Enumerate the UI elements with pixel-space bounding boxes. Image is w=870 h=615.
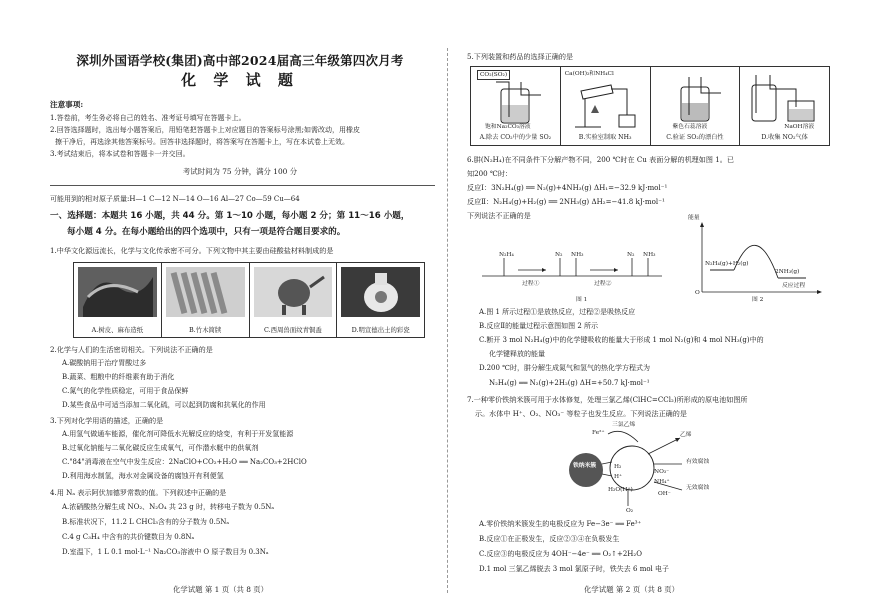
caption: B.实验室制取 NH₃	[578, 134, 632, 142]
bark-paper-photo	[78, 267, 157, 317]
page-divider	[447, 48, 448, 593]
section-title: 一、选择题：本题共 16 小题，共 44 分。第 1～10 小题，每小题 2 分；第 11～16 小题，	[50, 211, 410, 221]
reagent-label: Ca(OH)₂和NH₄Cl	[564, 71, 614, 77]
caption: A.除去 CO₂中的少量 SO₂	[479, 134, 552, 142]
fig1-species: N₂	[627, 252, 635, 258]
fig1-step: 过程②	[594, 281, 612, 287]
q5-option-c	[651, 66, 741, 146]
fig2-reactants: N₂H₄(g)+H₂(g)	[705, 261, 749, 267]
q3-option-d: D.利用海水制氢，海水对金属设备的腐蚀开有利便氢	[62, 472, 224, 480]
q4-option-d: D.室温下，1 L 0.1 mol·L⁻¹ Na₂CO₃溶液中 O 原子数目为 0.3Nₐ	[62, 548, 269, 556]
q3-option-c: C."84"消毒液在空气中发生反应：2NaClO+CO₂+H₂O ══ Na₂CO₃+2HClO	[62, 458, 307, 466]
question-7: 7.一种零价铁纳米簇可用于水体修复，处理三氯乙烯(ClHC=CCl₂)所形成的原电池如图所	[467, 395, 748, 404]
fig1-step: 过程①	[522, 281, 540, 287]
q3-option-b: B.过氧化钠能与二氧化碳反应生成氧气，可作潜水艇中的供氧剂	[62, 444, 259, 452]
question-6: 6.肼(N₂H₄)在不同条件下分解产物不同，200 ℃时在 Cu 表面分解的机理如图 1。已	[467, 155, 734, 164]
question-4: 4.用 Nₐ 表示阿伏加德罗常数的值。下列叙述中正确的是	[50, 488, 227, 497]
caption: D.收集 NO₂气体	[761, 134, 808, 142]
fig3-label: O₂	[626, 508, 634, 514]
page-footer: 化学试题 第 2 页（共 8 页）	[584, 585, 680, 594]
q1-image-row	[73, 262, 425, 338]
reagent-label: NaOH溶液	[784, 124, 815, 130]
question-1: 1.中华文化源远流长，化学与文化传承密不可分。下列文物中其主要由硅酸盐材料制成的是	[50, 246, 334, 255]
q6-option-c-cont: 化学键释放的能量	[489, 350, 545, 358]
q7-option-a: A.零价铁纳米簇发生的电极反应为 Fe−3e⁻ ══ Fe³⁺	[479, 520, 642, 528]
fig3-label: H₂O(H⁺)	[608, 487, 633, 493]
q1-option-a	[73, 262, 162, 338]
fig1-caption: 图 1	[576, 297, 588, 303]
school-title: 深圳外国语学校(集团)高中部2024届高三年级第四次月考	[76, 53, 404, 68]
fig1-species: NH₃	[643, 252, 656, 258]
iron-nanocluster-cell-diagram	[542, 424, 742, 516]
question-2: 2.化学与人们的生活密切相关。下列说法不正确的是	[50, 345, 213, 354]
caption: B.竹木简牍	[188, 325, 222, 334]
q7-option-b: B.反应①在正极发生，反应②③④在负极发生	[479, 535, 620, 543]
notice-line: 1.答卷前，考生务必将自己的姓名、准考证号填写在答题卡上。	[50, 114, 246, 122]
iron-core-label: 铁纳米簇	[573, 463, 597, 469]
exam-subject: 化 学 试 题	[181, 71, 299, 89]
q7-option-d: D.1 mol 三氯乙烯脱去 3 mol 氯原子时，铁失去 6 mol 电子	[479, 565, 670, 573]
caption: C.西周兽面纹青铜盉	[263, 325, 322, 334]
reagent-label: 紫色石蕊溶液	[672, 124, 708, 130]
notice-title: 注意事项:	[50, 100, 84, 109]
notice-line: 擦干净后，再选涂其他答案标号。回答非选择题时，将答案写在答题卡上，写在本试卷上无效。	[55, 138, 349, 146]
reaction-1: 反应Ⅰ：3N₂H₄(g) ══ N₂(g)+4NH₃(g) ΔH₁=−32.9 kJ·mol⁻¹	[467, 183, 668, 192]
page-footer: 化学试题 第 1 页（共 8 页）	[173, 585, 269, 594]
fig3-label: Fe²⁺	[592, 430, 605, 436]
caption: A.树皮、麻布造纸	[91, 325, 144, 334]
q6-option-d: D.200 ℃时，肼分解生成氮气和氢气的热化学方程式为	[479, 364, 651, 372]
fig3-label: NO₃⁻	[654, 469, 670, 475]
q6-option-b: B.反应Ⅱ的能量过程示意图如图 2 所示	[479, 322, 599, 330]
q2-option-a: A.碳酸钠用于治疗胃酸过多	[62, 359, 147, 367]
fig3-label: 有效腐蚀	[686, 459, 710, 465]
question-7-cont: 示。水体中 H⁺、O₂、NO₃⁻ 等粒子也发生反应。下列说法正确的是	[475, 409, 687, 418]
q5-apparatus-row	[470, 66, 830, 146]
fig1-species: NH₃	[571, 252, 584, 258]
question-6-prompt: 下列说法不正确的是	[467, 211, 531, 220]
fig3-label: 无效腐蚀	[686, 485, 710, 491]
q1-option-c	[250, 262, 338, 338]
question-6-cont: 知200 ℃时：	[467, 169, 513, 178]
q4-option-c: C.4 g C₃H₄ 中含有的共价键数目为 0.8Nₐ	[62, 533, 195, 541]
fig3-label: 三氯乙烯	[612, 422, 636, 428]
right-page	[462, 0, 842, 615]
q6-option-c: C.断开 3 mol N₂H₄(g)中的化学键吸收的能量大于形成 1 mol N₂(g)和 4 mol NH₃(g)中的	[479, 336, 764, 344]
notice-line: 2.回答选择题时，选出每小题答案后，用铅笔把答题卡上对应题目的答案标号涂黑;如需改动，用橡皮	[50, 126, 361, 134]
q2-option-b: B.蔬菜、粗粮中的纤维素有助于消化	[62, 373, 175, 381]
fig3-label: OH⁻	[658, 491, 671, 497]
bamboo-slips-photo	[166, 267, 245, 317]
q5-option-b	[561, 66, 651, 146]
heating-apparatus-icon	[561, 67, 651, 137]
fig3-label: H⁺	[614, 474, 623, 480]
fig1-species: N₂H₄	[499, 252, 514, 258]
fig3-label: 乙烯	[680, 432, 692, 438]
caption: D.明宣德出土的彩瓷	[351, 325, 410, 334]
divider-rule	[50, 185, 435, 186]
q6-option-d-equation: N₂H₄(g) ══ N₂(g)+2H₂(g) ΔH=+50.7 kJ·mol⁻¹	[489, 379, 650, 387]
question-3: 3.下列对化学用语的描述，正确的是	[50, 416, 164, 425]
q2-option-d: D.某些食品中可适当添加二氧化硫，可以起到防腐和抗氧化的作用	[62, 401, 266, 409]
gas-label: CO₂(SO₂)	[477, 70, 510, 80]
section-title-cont: 每小题 4 分。在每小题给出的四个选项中，只有一项是符合题目要求的。	[67, 227, 346, 237]
q1-option-d	[337, 262, 425, 338]
q1-option-b	[162, 262, 250, 338]
left-page	[45, 0, 435, 615]
q3-option-a: A.用氢气做通车能源，催化剂可降低水光解反应的焓变，有利于开发氢能源	[62, 430, 294, 438]
q4-option-b: B.标准状况下，11.2 L CHCl₃含有的分子数为 0.5Nₐ	[62, 518, 230, 526]
fig2-y-label: 能量	[688, 215, 700, 221]
q2-option-c: C.氮气的化学性质稳定，可用于食品保鲜	[62, 387, 189, 395]
fig2-caption: 图 2	[752, 297, 764, 303]
fig2-origin: O	[695, 290, 700, 296]
question-5: 5.下列装置和药品的选择正确的是	[467, 52, 574, 61]
reaction-2: 反应Ⅱ：N₂H₄(g)+H₂(g) ══ 2NH₃(g) ΔH₂=−41.8 kJ·mol⁻¹	[467, 197, 665, 206]
figure-1-diagram	[482, 226, 682, 306]
fig3-label: NH₄⁺	[654, 479, 670, 485]
fig3-label: H₂	[614, 464, 622, 470]
fig2-products: 2NH₃(g)	[775, 269, 800, 275]
q5-option-d	[740, 66, 830, 146]
fig1-species: N₂	[555, 252, 563, 258]
porcelain-photo	[341, 267, 420, 317]
atomic-masses: 可能用到的相对原子质量:H—1 C—12 N—14 O—16 Al—27 Co—59 Cu—64	[50, 195, 300, 203]
q6-option-a: A.图 1 所示过程①是放热反应，过程②是吸热反应	[479, 308, 636, 316]
notice-line: 3.考试结束后，将本试卷和答题卡一并交回。	[50, 150, 190, 158]
exam-time: 考试时间为 75 分钟，满分 100 分	[182, 167, 298, 176]
caption: C.验证 SO₂的漂白性	[666, 134, 724, 142]
bronze-vessel-photo	[254, 267, 333, 317]
fig2-x-label: 反应过程	[782, 283, 806, 289]
reagent-label: 饱和Na₂CO₃溶液	[485, 124, 531, 130]
q5-option-a	[470, 66, 561, 146]
q4-option-a: A.浓硝酸热分解生成 NO₂、N₂O₄ 共 23 g 时，转移电子数为 0.5Nₐ	[62, 503, 275, 511]
q7-option-c: C.反应③的电极反应为 4OH⁻−4e⁻ ══ O₂↑+2H₂O	[479, 550, 642, 558]
